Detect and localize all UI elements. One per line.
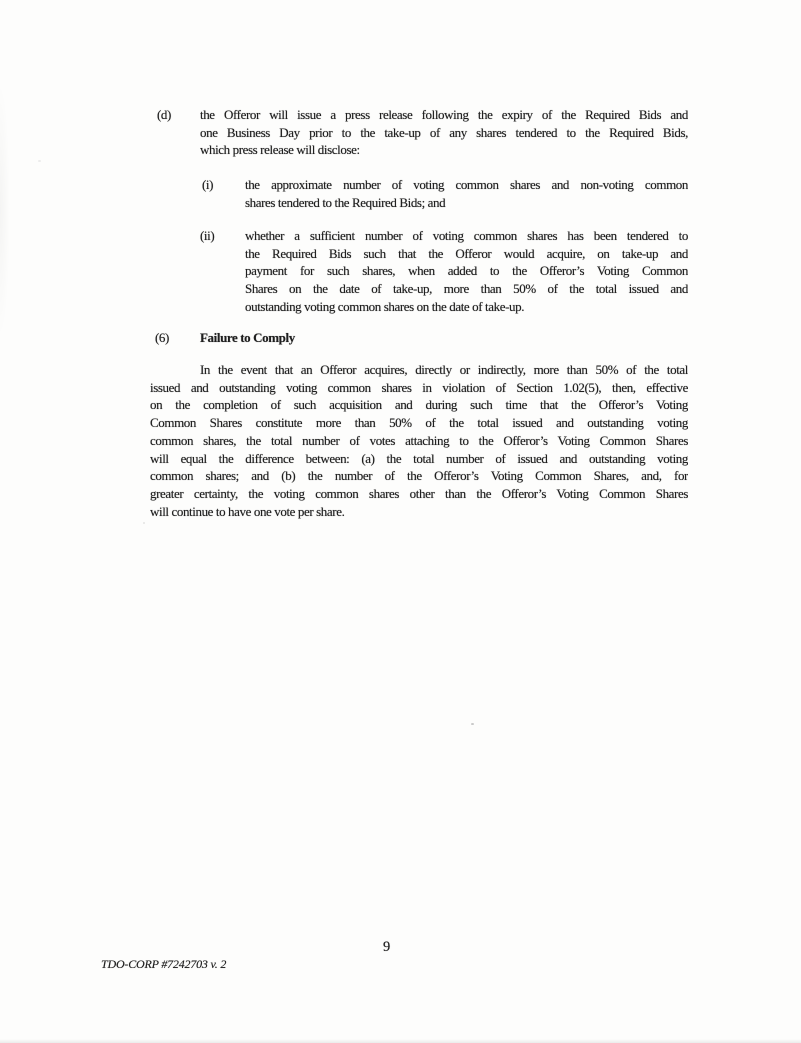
text-line: common shares, the total number of votes attaching to the Offeror’s Voting Common Shares (150, 432, 688, 448)
text-line: issued and outstanding voting common shares in violation of Section 1.02(5), then, effective (150, 379, 688, 395)
body-paragraph-text (150, 361, 688, 520)
scan-smudge (0, 80, 10, 340)
text-line: Common Shares constitute more than 50% of the total issued and outstanding voting (150, 415, 688, 431)
scan-speck (38, 160, 41, 162)
text-line: will equal the difference between: (a) the total number of issued and outstanding voting (150, 450, 688, 466)
text-line: outstanding voting common shares on the date of take-up. (245, 298, 525, 314)
text-line: common shares; and (b) the number of the Offeror’s Voting Common Shares, and, for (150, 468, 688, 484)
text-line: Shares on the date of take-up, more than 50% of the total issued and (245, 281, 688, 297)
document-reference: TDO-CORP #7242703 v. 2 (101, 957, 227, 971)
subclause-i (202, 176, 688, 211)
text-line: on the completion of such acquisition and during such time that the Offeror’s Voting (150, 397, 688, 413)
section-6-heading-row (155, 329, 688, 347)
text-line: In the event that an Offeror acquires, directly or indirectly, more than 50% of the total (200, 362, 688, 377)
subclause-ii (200, 227, 688, 316)
subclause-ii-text (245, 227, 688, 316)
text-line: which press release will disclose: (200, 142, 360, 158)
clause-d (157, 106, 688, 159)
text-line: one Business Day prior to the take-up of any shares tendered to the Required Bids, (200, 124, 688, 140)
text-line: payment for such shares, when added to the Offeror’s Voting Common (245, 263, 688, 279)
section-6-number: (6) (155, 330, 169, 345)
text-line: shares tendered to the Required Bids; and (245, 194, 446, 210)
scan-speck (143, 522, 145, 524)
body-paragraph (150, 361, 688, 520)
subclause-i-label: (i) (202, 177, 214, 192)
text-line: the Offeror will issue a press release following the expiry of the Required Bids and (200, 107, 688, 122)
section-6-heading: Failure to Comply (200, 330, 295, 345)
subclause-ii-label: (ii) (200, 228, 215, 243)
clause-d-text (200, 106, 688, 159)
text-line: will continue to have one vote per share. (150, 503, 345, 519)
text-line: whether a sufficient number of voting common shares has been tendered to (245, 228, 688, 243)
page-number: 9 (383, 939, 391, 955)
text-line: the Required Bids such that the Offeror would acquire, on take-up and (245, 245, 688, 261)
text-line: greater certainty, the voting common shares other than the Offeror’s Voting Common Shares (150, 485, 688, 501)
scan-speck (471, 723, 474, 725)
clause-d-label: (d) (157, 107, 171, 122)
text-line: the approximate number of voting common shares and non-voting common (245, 177, 688, 192)
scan-bottom-edge (0, 1039, 801, 1043)
subclause-i-text (245, 176, 688, 211)
